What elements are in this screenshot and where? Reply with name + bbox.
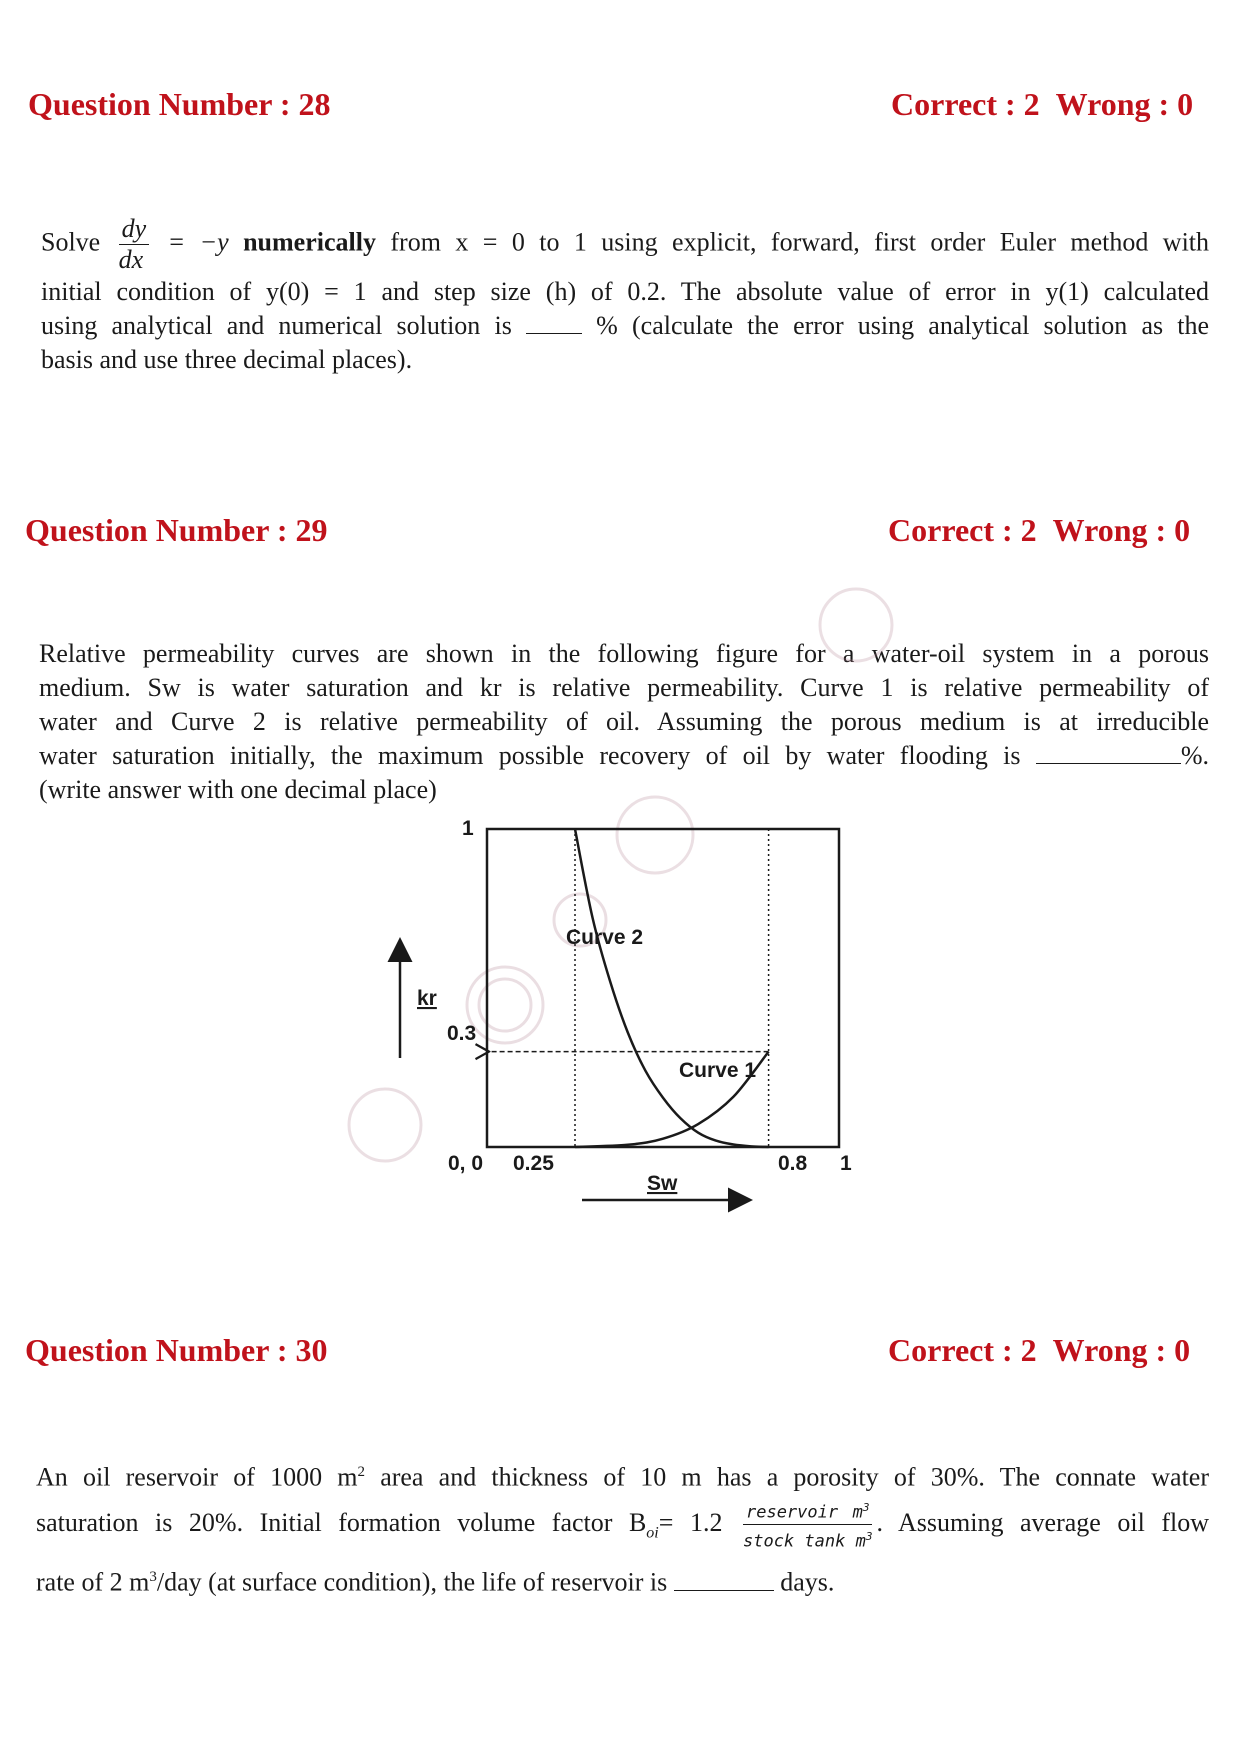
q29-line-2: medium. Sw is water saturation and kr is relative permeability. Curve 1 is relative permeability of [39, 673, 1209, 702]
q28-correct: Correct : 2 [891, 86, 1040, 122]
q29-wrong: Wrong : 0 [1052, 512, 1191, 548]
x-axis-label: Sw [647, 1172, 678, 1195]
q28-wrong: Wrong : 0 [1055, 86, 1194, 122]
q30-line-2: saturation is 20%. Initial formation volume factor $B_{oi}= 1.2$ $\frac{reservoir m^3}{stock \tan k m^3}$ . Assuming average oil flow [36, 1496, 1209, 1560]
q28-line-4: basis and use three decimal places). [41, 345, 413, 374]
y-tick-0.3: 0.3 [447, 1022, 477, 1045]
y-tick-1: 1 [462, 817, 474, 840]
q30-score [888, 1332, 1190, 1369]
q29-line-4: water saturation initially, the maximum possible recovery of oil by water flooding is %. [39, 741, 1210, 770]
y-axis-label: kr [417, 987, 437, 1010]
q30-answer-blank[interactable] [674, 1568, 774, 1591]
q29-line-3: water and Curve 2 is relative permeability of oil. Assuming the porous medium is at irreducible [39, 707, 1209, 736]
q29-line-1: Relative permeability curves are shown in the following figure for a water-oil system in a porous [39, 639, 1209, 668]
q30-text [36, 1454, 1209, 1600]
x-tick-0.25: 0.25 [513, 1152, 554, 1175]
q29-number: Question Number : 29 [25, 512, 328, 548]
q30-wrong: Wrong : 0 [1052, 1332, 1191, 1368]
q28-derivative: $\frac{dy}{dx}$ [119, 214, 150, 275]
q28-number: Question Number : 28 [28, 86, 331, 122]
curve-1-label: Curve 1 [679, 1059, 757, 1082]
q28-line-3: using analytical and numerical solution is % (calculate the error using analytical solution as the [41, 311, 1210, 340]
q30-line-1: An oil reservoir of 1000 $m^2$ area and thickness of 10 m has a porosity of 30%. The connate water [36, 1462, 1209, 1492]
q28-line-2: initial condition of y(0) = 1 and step size (h) of 0.2. The absolute value of error in y(1) calculated [41, 277, 1209, 306]
origin-label: 0, 0 [448, 1152, 484, 1175]
curve-2-oil [575, 829, 769, 1147]
watermark-seal [349, 589, 892, 1161]
q29-correct: Correct : 2 [888, 512, 1037, 548]
x-tick-1: 1 [840, 1152, 852, 1175]
x-tick-0.8: 0.8 [778, 1152, 808, 1175]
q30-fvf-unit: $\frac{reservoir m^3}{stock \tan k m^3}$ [743, 1496, 872, 1554]
curve-2-label: Curve 2 [566, 926, 644, 949]
q30-header [0, 1332, 1240, 1372]
q28-line-1: Solve $\frac{dy}{dx}$ = −y numerically from x = 0 to 1 using explicit, forward, first order Euler method with [41, 214, 1210, 274]
q30-correct: Correct : 2 [888, 1332, 1037, 1368]
q29-line-5: (write answer with one decimal place) [39, 775, 437, 804]
q30-line-3: rate of 2 $m^3$/day (at surface condition), the life of reservoir is days. [36, 1567, 835, 1597]
q30-number: Question Number : 30 [25, 1332, 328, 1368]
